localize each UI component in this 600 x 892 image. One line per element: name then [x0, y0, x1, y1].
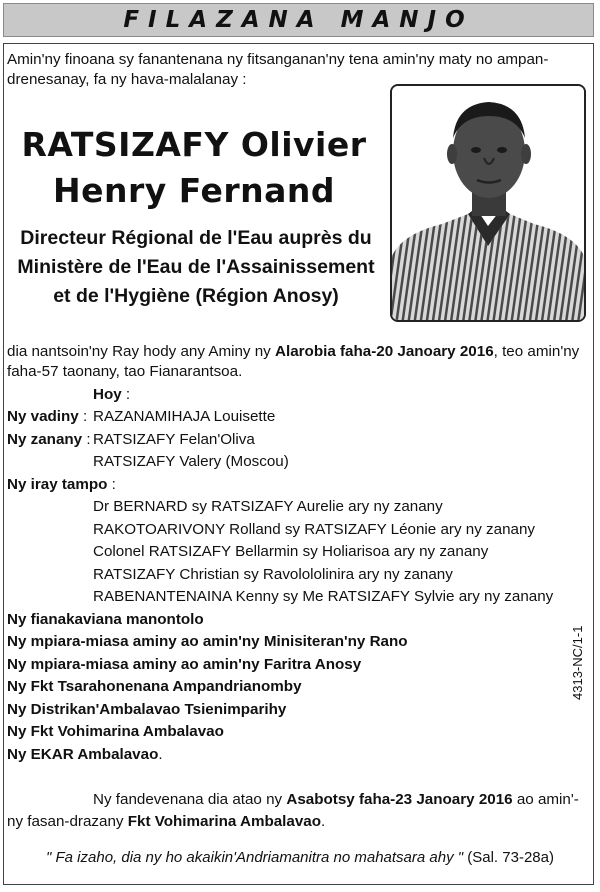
zanany-label: Ny zanany [7, 431, 83, 448]
zanany-colon: : [82, 431, 91, 448]
funeral-text-end: ao amin'- [512, 791, 579, 808]
death-date: Alarobia faha-20 Janoary 2016 [275, 343, 494, 360]
hoy-line [93, 386, 130, 404]
notice-header [3, 3, 594, 37]
funeral-text: Ny fandevenana dia atao ny [93, 791, 287, 808]
zanany-name-2: RATSIZAFY Valery (Moscou) [93, 453, 289, 470]
mourner-item: Ny Fkt Vohimarina Ambalavao [7, 723, 224, 740]
death-line-2: faha-57 taonany, tao Fianarantsoa. [7, 363, 243, 380]
hoy-colon: : [121, 386, 131, 403]
intro-line-1: Amin'ny finoana sy fanantenana ny fitsanganan'ny tena amin'ny maty no ampan- [7, 51, 549, 68]
zanany-name-1: RATSIZAFY Felan'Oliva [93, 431, 255, 448]
scripture-quote [0, 849, 600, 867]
funeral-text-2: ny fasan-drazany [7, 813, 128, 830]
deceased-title-line-3: et de l'Hygiène (Région Anosy) [53, 285, 339, 307]
zanany-line [7, 431, 91, 449]
mourner-item: Ny mpiara-miasa aminy ao amin'ny Faritra Anosy [7, 656, 362, 673]
mourner-item-dot: . [158, 746, 163, 763]
mourner-item: Ny Distrikan'Ambalavao Tsienimparihy [7, 701, 287, 718]
deceased-name-line-1: RATSIZAFY Olivier [21, 125, 367, 164]
vadiny-label: Ny vadiny [7, 408, 79, 425]
iray-tampo-label: Ny iray tampo [7, 476, 108, 493]
quote-text: " Fa izaho, dia ny ho akaikin'Andriamanitra no mahatsara ahy " [46, 849, 464, 866]
portrait-illustration [392, 86, 584, 320]
funeral-dot: . [321, 813, 326, 830]
quote-reference: (Sal. 73-28a) [463, 849, 554, 866]
mourner-item: Ny fianakaviana manontolo [7, 611, 204, 628]
iray-tampo-item: RABENANTENAINA Kenny sy Me RATSIZAFY Sylvie ary ny zanany [93, 588, 554, 605]
iray-tampo-line [7, 476, 116, 494]
iray-tampo-item: Dr BERNARD sy RATSIZAFY Aurelie ary ny zanany [93, 498, 443, 515]
reference-code: 4313-NC/1-1 [570, 625, 585, 700]
funeral-place: Fkt Vohimarina Ambalavao [127, 813, 322, 830]
iray-tampo-item: RATSIZAFY Christian sy Ravolololinira ary ny zanany [93, 566, 453, 583]
iray-tampo-item: RAKOTOARIVONY Rolland sy RATSIZAFY Léonie ary ny zanany [93, 521, 536, 538]
mourner-item-last [7, 746, 163, 764]
death-text: dia nantsoin'ny Ray hody any Aminy ny [7, 343, 275, 360]
deceased-title-line-2: Ministère de l'Eau de l'Assainissement [17, 256, 375, 278]
deceased-portrait-photo [390, 84, 586, 322]
vadiny-name: RAZANAMIHAJA Louisette [93, 408, 276, 425]
iray-tampo-item: Colonel RATSIZAFY Bellarmin sy Holiarisoa ary ny zanany [93, 543, 489, 560]
death-line-1 [7, 343, 579, 361]
vadiny-colon: : [78, 408, 88, 425]
notice-header-title: FILAZANA MANJO [123, 7, 474, 33]
iray-tampo-colon: : [107, 476, 116, 493]
hoy-label: Hoy [93, 386, 122, 403]
mourner-item: Ny mpiara-miasa aminy ao amin'ny Minisiteran'ny Rano [7, 633, 408, 650]
funeral-line-2 [7, 813, 325, 831]
mourner-item-text: Ny EKAR Ambalavao [7, 746, 159, 763]
death-text-end: , teo amin'ny [493, 343, 580, 360]
mourner-item: Ny Fkt Tsarahonenana Ampandrianomby [7, 678, 302, 695]
intro-line-2: drenesanay, fa ny hava-malalanay : [7, 71, 247, 88]
vadiny-line [7, 408, 87, 426]
funeral-date: Asabotsy faha-23 Janoary 2016 [286, 791, 513, 808]
deceased-name-line-2: Henry Fernand [52, 171, 335, 210]
funeral-line-1 [93, 791, 579, 809]
deceased-title-line-1: Directeur Régional de l'Eau auprès du [20, 227, 372, 249]
